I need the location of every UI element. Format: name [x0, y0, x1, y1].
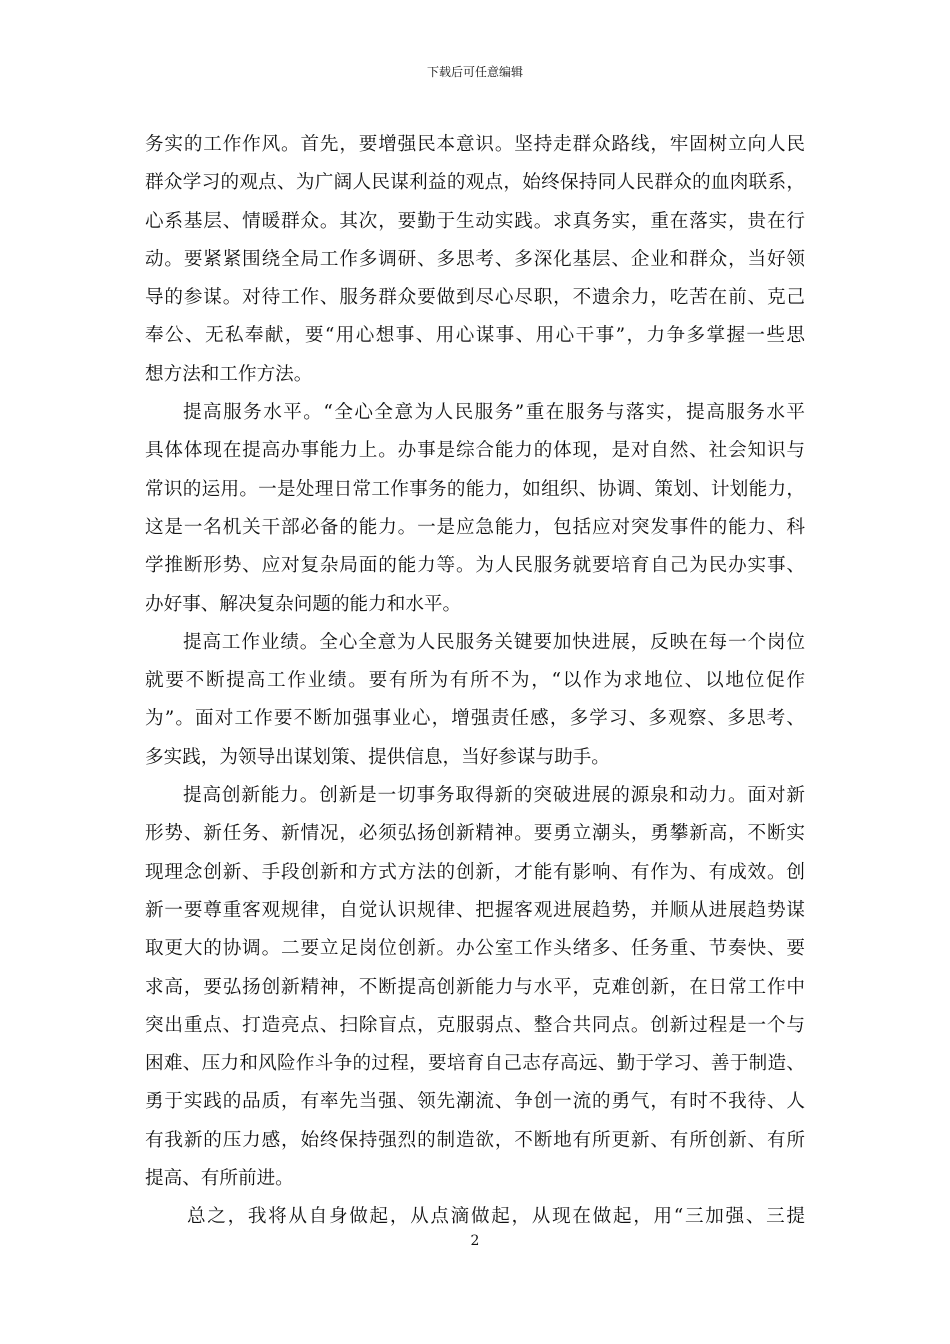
text-line: 想方法和工作方法。	[145, 363, 313, 385]
text-line: 现理念创新、手段创新和方式方法的创新，才能有影响、有作为、有成效。创	[145, 861, 805, 883]
text-line: 勇于实践的品质，有率先当强、领先潮流、争创一流的勇气，有时不我待、人	[145, 1091, 805, 1113]
paragraph-first-line: 提高服务水平。“全心全意为人民服务”重在服务与落实，提高服务水平	[183, 402, 805, 424]
text-line: 具体体现在提高办事能力上。办事是综合能力的体现，是对自然、社会知识与	[145, 440, 805, 462]
text-line: 突出重点、打造亮点、扫除盲点，克服弱点、整合共同点。创新过程是一个与	[145, 1014, 805, 1036]
text-line: 形势、新任务、新情况，必须弘扬创新精神。要勇立潮头，勇攀新高，不断实	[145, 823, 805, 845]
text-line: 就要不断提高工作业绩。要有所为有所不为，“以作为求地位、以地位促作	[145, 670, 805, 692]
text-line: 群众学习的观点、为广阔人民谋利益的观点，始终保持同人民群众的血肉联系，	[145, 172, 805, 194]
text-line: 有我新的压力感，始终保持强烈的制造欲，不断地有所更新、有所创新、有所	[145, 1129, 805, 1151]
document-body	[145, 126, 805, 1237]
text-line: 为”。面对工作要不断加强事业心，增强责任感，多学习、多观察、多思考、	[145, 708, 805, 730]
text-line: 务实的工作作风。首先，要增强民本意识。坚持走群众路线，牢固树立向人民	[145, 134, 805, 155]
paragraph-first-line: 提高工作业绩。全心全意为人民服务关键要加快进展，反映在每一个岗位	[183, 631, 805, 653]
text-line: 动。要紧紧围绕全局工作多调研、多思考、多深化基层、企业和群众，当好领	[145, 248, 805, 270]
text-line: 常识的运用。一是处理日常工作事务的能力，如组织、协调、策划、计划能力，	[145, 478, 805, 500]
text-line: 求高，要弘扬创新精神，不断提高创新能力与水平，克难创新，在日常工作中	[145, 976, 805, 998]
text-line: 新一要尊重客观规律，自觉认识规律、把握客观进展趋势，并顺从进展趋势谋	[145, 899, 805, 921]
text-line: 心系基层、情暖群众。其次，要勤于生动实践。求真务实，重在落实，贵在行	[145, 210, 805, 232]
paragraph-first-line: 提高创新能力。创新是一切事务取得新的突破进展的源泉和动力。面对新	[183, 785, 805, 807]
text-line: 奉公、无私奉献，要“用心想事、用心谋事、用心干事”，力争多掌握一些思	[145, 325, 805, 347]
text-line: 取更大的协调。二要立足岗位创新。办公室工作头绪多、任务重、节奏快、要	[145, 938, 805, 960]
page-header: 下载后可任意编辑	[426, 65, 523, 79]
text-line: 困难、压力和风险作斗争的过程，要培育自己志存高远、勤于学习、善于制造、	[145, 1053, 805, 1075]
page-number: 2	[470, 1233, 480, 1249]
text-line: 这是一名机关干部必备的能力。一是应急能力，包括应对突发事件的能力、科	[145, 516, 805, 538]
text-line: 导的参谋。对待工作、服务群众要做到尽心尽职，不遗余力，吃苦在前、克己	[145, 287, 805, 309]
text-line: 学推断形势、应对复杂局面的能力等。为人民服务就要培育自己为民办实事、	[145, 555, 805, 577]
text-line: 提高、有所前进。	[145, 1168, 294, 1190]
text-line: 多实践，为领导出谋划策、提供信息，当好参谋与助手。	[145, 746, 610, 768]
text-line: 办好事、解决复杂问题的能力和水平。	[145, 593, 462, 615]
paragraph-first-line: 总之，我将从自身做起，从点滴做起，从现在做起，用“三加强、三提	[187, 1206, 805, 1228]
